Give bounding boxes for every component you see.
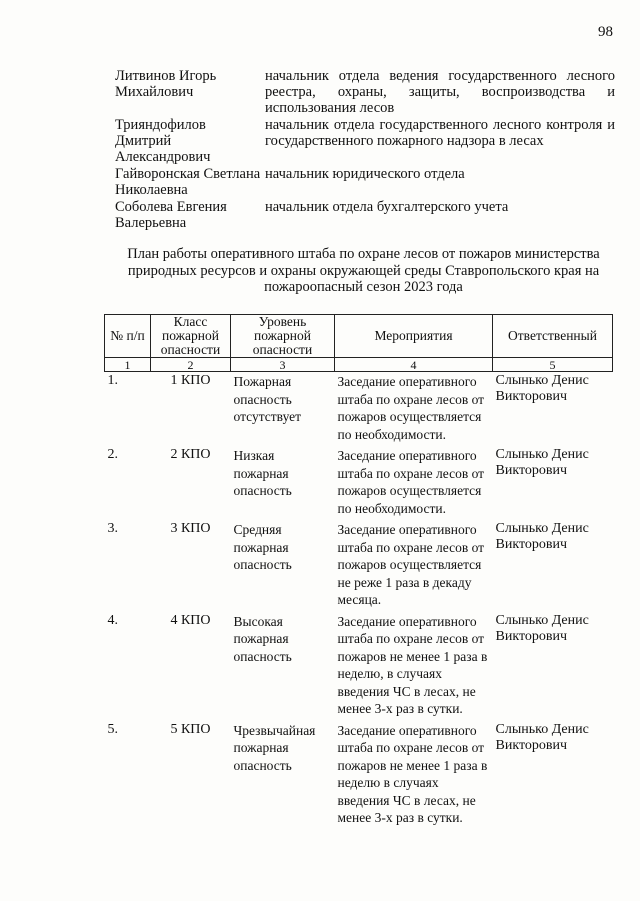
table-row bbox=[105, 721, 613, 830]
row-action: Заседание оперативного штаба по охране лесов от пожаров осуществляется по необходимости. bbox=[337, 374, 485, 442]
row-class: 4 КПО bbox=[170, 612, 211, 628]
plan-title: План работы оперативного штаба по охране лесов от пожаров министерства природных ресурсов и охраны окружающей среды Ставропольского края на пожароопасный сезон 2023 года bbox=[127, 246, 600, 295]
row-class: 3 КПО bbox=[170, 521, 211, 536]
plan-table bbox=[104, 314, 613, 830]
member-name: Литвинов Игорь Михайлович bbox=[115, 68, 217, 100]
member-row bbox=[115, 199, 615, 231]
row-level: Средняя пожарная опасность bbox=[233, 522, 292, 572]
row-number: 3. bbox=[107, 521, 118, 536]
column-number: 4 bbox=[335, 358, 493, 372]
row-level: Низкая пожарная опасность bbox=[233, 448, 292, 498]
header-class: Класс пожарной опасности bbox=[151, 315, 231, 358]
row-action: Заседание оперативного штаба по охране лесов от пожаров осуществляется не реже 1 раза в декаду месяца. bbox=[337, 522, 485, 607]
row-class: 1 КПО bbox=[170, 373, 211, 388]
table-row bbox=[105, 446, 613, 520]
row-responsible: Слынько Денис Викторович bbox=[495, 373, 589, 404]
column-number: 2 bbox=[151, 358, 231, 372]
table-row bbox=[105, 372, 613, 447]
row-class: 5 КПО bbox=[170, 721, 211, 737]
column-number: 3 bbox=[231, 358, 335, 372]
row-class: 2 КПО bbox=[170, 447, 211, 462]
member-row bbox=[115, 117, 615, 165]
row-level: Высокая пожарная опасность bbox=[233, 613, 292, 664]
member-row bbox=[115, 68, 615, 116]
row-action: Заседание оперативного штаба по охране лесов от пожаров не менее 1 раза в неделю в случаях введения ЧС в лесах, не менее 3-х раз в сутки. bbox=[337, 722, 488, 825]
row-level: Пожарная опасность отсутствует bbox=[233, 374, 302, 424]
row-number: 5. bbox=[107, 721, 118, 737]
row-number: 1. bbox=[107, 373, 118, 388]
row-action: Заседание оперативного штаба по охране лесов от пожаров осуществляется по необходимости. bbox=[337, 448, 485, 516]
row-responsible: Слынько Денис Викторович bbox=[495, 521, 589, 552]
page-number: 98 bbox=[598, 24, 613, 40]
table-header-row bbox=[105, 315, 613, 358]
table-row bbox=[105, 520, 613, 612]
row-responsible: Слынько Денис Викторович bbox=[495, 721, 589, 753]
member-position: начальник отдела бухгалтерского учета bbox=[265, 199, 509, 215]
header-responsible: Ответственный bbox=[493, 315, 613, 358]
row-responsible: Слынько Денис Викторович bbox=[495, 612, 589, 644]
member-position: начальник юридического отдела bbox=[265, 166, 465, 182]
staff-members-list bbox=[115, 68, 615, 232]
row-number: 4. bbox=[107, 612, 118, 628]
row-level: Чрезвычайная пожарная опасность bbox=[233, 722, 316, 773]
member-row bbox=[115, 166, 615, 198]
member-name: Соболева Евгения Валерьевна bbox=[115, 199, 227, 231]
column-number: 1 bbox=[105, 358, 151, 372]
header-level: Уровень пожарной опасности bbox=[231, 315, 335, 358]
row-action: Заседание оперативного штаба по охране лесов от пожаров не менее 1 раза в неделю, в случаях введения ЧС в лесах, не менее 3-х раз в сутки. bbox=[337, 613, 488, 716]
column-number: 5 bbox=[493, 358, 613, 372]
member-name: Трияндофилов Дмитрий Александрович bbox=[115, 117, 211, 165]
member-position: начальник отдела государственного лесного контроля и государственного пожарного надзора в лесах bbox=[265, 117, 615, 149]
table-row bbox=[105, 612, 613, 721]
header-actions: Мероприятия bbox=[335, 315, 493, 358]
header-number: № п/п bbox=[105, 315, 151, 358]
row-number: 2. bbox=[107, 447, 118, 462]
column-numbers-row bbox=[105, 358, 613, 372]
member-name: Гайворонская Светлана Николаевна bbox=[115, 166, 261, 198]
member-position: начальник отдела ведения государственного лесного реестра, охраны, защиты, воспроизводства и использования лесов bbox=[265, 68, 615, 116]
row-responsible: Слынько Денис Викторович bbox=[495, 447, 589, 478]
